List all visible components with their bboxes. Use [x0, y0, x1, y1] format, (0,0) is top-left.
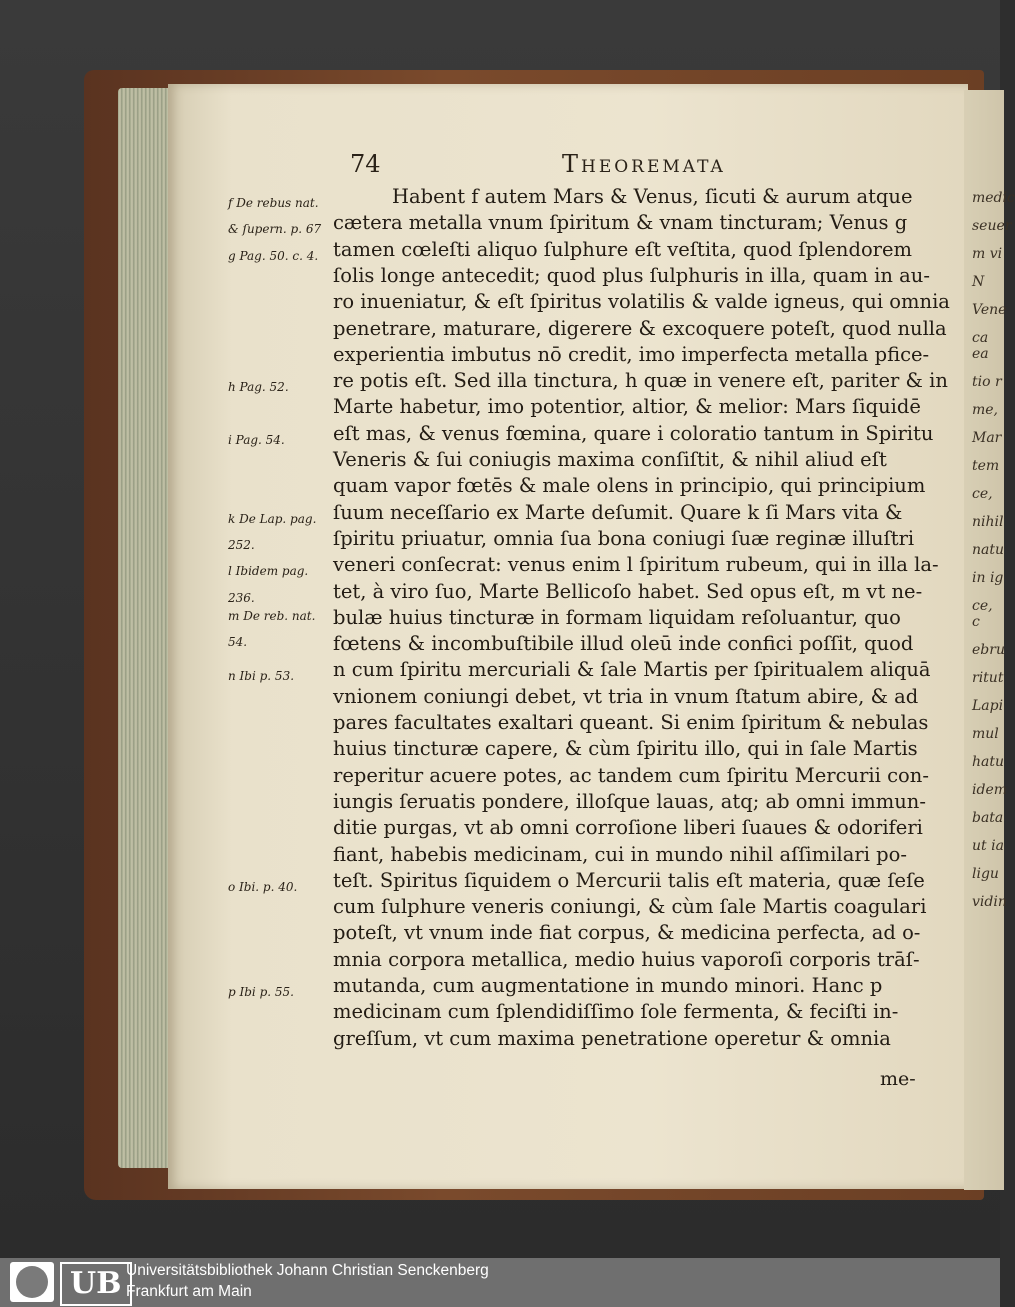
text-line: greſſum, vt cum maxima penetratione operetur & omnia	[333, 1026, 891, 1050]
text-line: fœtens & incombuſtibile illud oleū inde confici poſſit, quod	[333, 632, 914, 656]
next-page-fragment: natu	[972, 542, 1005, 558]
marginal-note: g Pag. 50. c. 4.	[228, 248, 319, 263]
marginal-note: i Pag. 54.	[228, 432, 285, 447]
text-line: re potis eſt. Sed illa tinctura, h quæ in venere eſt, pariter & in	[333, 369, 948, 393]
next-page-fragment: nihil	[972, 514, 1004, 530]
library-seal-icon	[10, 1262, 54, 1302]
text-line: quam vapor fœtēs & male olens in principio, qui principium	[333, 474, 926, 498]
next-page-fragment: N	[972, 274, 985, 290]
text-line: tet, à viro ſuo, Marte Bellicoſo habet. Sed opus eſt, m vt ne-	[333, 579, 923, 603]
running-title: Theoremata	[562, 150, 726, 178]
page-number: 74	[350, 150, 381, 178]
next-page-fragment: m vi	[972, 246, 1003, 262]
next-page-fragment: in ig	[972, 570, 1004, 586]
page-header	[350, 150, 950, 180]
text-line: Veneris & ſui coniugis maxima conſiſtit, & nihil aliud eſt	[333, 448, 887, 471]
text-line: ſolis longe antecedit; quod plus ſulphuris in illa, quam in au-	[333, 263, 930, 287]
text-line: pares facultates exaltari queant. Si enim ſpiritum & nebulas	[333, 711, 929, 734]
next-page-fragment: tem	[972, 458, 1000, 474]
marginal-note: p Ibi p. 55.	[228, 985, 294, 999]
next-page-fragment: mul	[972, 726, 999, 742]
next-page-fragment: ritut	[972, 670, 1004, 686]
next-page-fragment: hatu	[972, 754, 1005, 770]
next-page-fragment: seuer	[972, 218, 1012, 234]
text-line: tamen cœleſti aliquo ſulphure eſt veſtita, quod ſplendorem	[333, 237, 913, 261]
text-line: bulæ huius tincturæ in formam liquidam reſoluantur, quo	[333, 605, 901, 629]
text-line: Habent f autem Mars & Venus, ſicuti & aurum atque	[392, 185, 913, 208]
text-line: huius tincturæ capere, & cùm ſpiritu illo, qui in ſale Martis	[333, 737, 918, 761]
marginal-note: o Ibi. p. 40.	[228, 879, 298, 894]
text-line: poteſt, vt vnum inde fiat corpus, & medicina perfecta, ad o-	[333, 921, 921, 945]
marginal-note: l Ibidem pag.	[228, 564, 309, 579]
next-page-edge	[964, 90, 1015, 1190]
text-line: mutanda, cum augmentatione in mundo minori. Hanc p	[333, 974, 883, 997]
marginal-note: k De Lap. pag.	[228, 511, 317, 526]
next-page-fragment: tio r	[972, 374, 1002, 390]
next-page-fragment: ut ia	[972, 838, 1004, 854]
text-line: iungis ſeruatis pondere, illoſque lauas, atq; ab omni immun-	[333, 789, 926, 813]
next-page-fragment: idem	[972, 782, 1007, 798]
next-page-fragment: ebru	[972, 642, 1005, 658]
text-line: cætera metalla vnum ſpiritum & vnam tincturam; Venus g	[333, 211, 908, 235]
next-page-fragment: ligu	[972, 866, 999, 882]
library-name: Universitätsbibliothek Johann Christian Senckenberg	[126, 1262, 489, 1279]
marginal-note: h Pag. 52.	[228, 380, 289, 395]
text-line: eſt mas, & venus fœmina, quare i coloratio tantum in Spiritu	[333, 421, 934, 445]
library-footer	[0, 1258, 1000, 1307]
next-page-fragment: Vene	[972, 302, 1007, 318]
text-line: cum ſulphure veneris coniungi, & cùm ſale Martis coagulari	[333, 895, 927, 919]
text-line: n cum ſpiritu mercuriali & ſale Martis per ſpiritualem aliquā	[333, 658, 931, 682]
catchword: me-	[880, 1068, 916, 1090]
marginal-note: n Ibi p. 53.	[228, 669, 295, 684]
text-line: experientia imbutus nō credit, imo imperfecta metalla pfice-	[333, 342, 930, 366]
next-page-fragment: me,	[972, 402, 999, 418]
text-line: vnionem coniungi debet, vt tria in vnum ſtatum abire, & ad	[333, 684, 919, 708]
text-line: medicinam cum ſplendidiſſimo ſole fermenta, & feciſti in-	[333, 1000, 899, 1024]
text-line: ſpiritu priuatur, omnia ſua bona coniugi ſuæ reginæ illuſtri	[333, 526, 915, 550]
marginal-note: 236.	[228, 590, 255, 605]
text-line: reperitur acuere potes, ac tandem cum ſpiritu Mercurii con-	[333, 763, 929, 787]
text-line: ditie purgas, vt ab omni corroſione liberi ſuaues & odoriferi	[333, 816, 923, 840]
text-line: penetrare, maturare, digerere & excoquere poteſt, quod nulla	[333, 316, 947, 340]
library-city: Frankfurt am Main	[126, 1283, 252, 1300]
marginal-note: 252.	[228, 537, 255, 552]
next-page-fragment: ca ea	[972, 330, 989, 362]
text-line: Marte habetur, imo potentior, altior, & melior: Mars ſiquidē	[333, 395, 921, 419]
next-page-fragment: medic	[972, 190, 1015, 206]
marginal-note: f De rebus nat.	[228, 196, 319, 210]
next-page-fragment: vidin	[972, 894, 1007, 910]
next-page-fragment: bata	[972, 810, 1004, 826]
next-page-fragment: ce,	[972, 486, 993, 502]
marginal-note: m De reb. nat.	[228, 608, 316, 623]
marginal-note: & ſupern. p. 67	[228, 222, 322, 237]
marginal-note: 54.	[228, 635, 248, 650]
text-line: ro inueniatur, & eſt ſpiritus volatilis & valde igneus, qui omnia	[333, 290, 950, 314]
text-line: fiant, habebis medicinam, cui in mundo nihil aſſimilari po-	[333, 842, 907, 866]
next-page-fragment: Mar	[972, 430, 1002, 446]
ub-logo: UB	[60, 1262, 132, 1306]
text-line: veneri conſecrat: venus enim l ſpiritum rubeum, qui in illa la-	[333, 553, 939, 577]
text-line: ſuum neceſſario ex Marte deſumit. Quare k ſi Mars vita &	[333, 500, 903, 524]
text-line: mnia corpora metallica, medio huius vaporoſi corporis trāſ-	[333, 947, 920, 971]
text-line: teſt. Spiritus ſiquidem o Mercurii talis eſt materia, quæ ſeſe	[333, 868, 925, 892]
next-page-fragment: Lapi	[972, 698, 1004, 714]
next-page-fragment: ce, c	[972, 598, 993, 630]
